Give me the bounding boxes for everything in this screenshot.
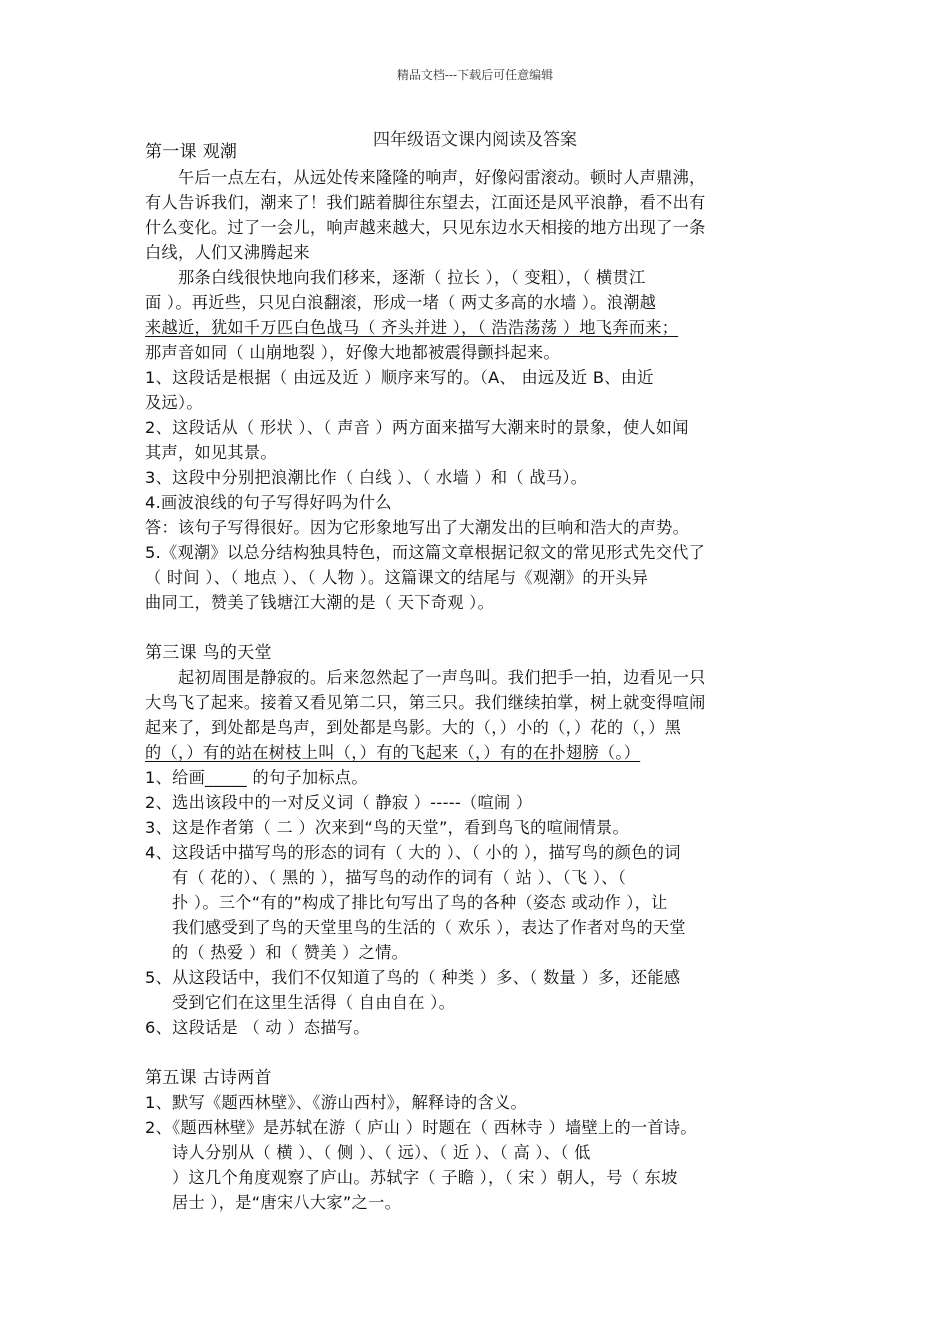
text-line: 的（ 热爱 ）和（ 赞美 ）之情。 [172, 943, 409, 962]
text-line: 5、从这段话中，我们不仅知道了鸟的（ 种类 ）多、（ 数量 ）多，还能感 [145, 968, 681, 987]
text-line: 诗人分别从（ 横 ）、（ 侧 ）、（ 远）、（ 近 ）、（ 高 ）、（ 低 [172, 1143, 591, 1162]
text-line: 2、这段话从（ 形状 ）、（ 声音 ）两方面来描写大潮来时的景象，使人如闻 [145, 418, 689, 437]
text-line: ）这几个角度观察了庐山。苏轼字（ 子瞻 ），（ 宋 ）朝人，号（ 东坡 [172, 1168, 678, 1187]
text-line: 那声音如同（ 山崩地裂 ），好像大地都被震得颤抖起来。 [145, 343, 560, 362]
text-line: 的（，）有的站在树枝上叫（，）有的飞起来（，）有的在扑翅膀（。） [145, 743, 641, 762]
text-line: 4、这段话中描写鸟的形态的词有（ 大的 ）、（ 小的 ），描写鸟的颜色的词 [145, 843, 681, 862]
section-heading: 第一课 观潮 [145, 142, 238, 162]
text-line: 什么变化。过了一会儿，响声越来越大，只见东边水天相接的地方出现了一条 [145, 218, 706, 237]
text-line: 有人告诉我们，潮来了！我们踮着脚往东望去，江面还是风平浪静，看不出有 [145, 193, 706, 212]
text-line: 面 ）。再近些，只见白浪翻滚，形成一堵（ 两丈多高的水墙 ）。浪潮越 [145, 293, 657, 312]
page-header: 精品文档---下载后可任意编辑 [396, 68, 554, 82]
text-line: 扑 ）。三个“有的”构成了排比句写出了鸟的各种（姿态 或动作 ），让 [172, 893, 668, 912]
text-line: 我们感受到了鸟的天堂里鸟的生活的（ 欢乐 ），表达了作者对鸟的天堂 [172, 918, 686, 937]
document-title: 四年级语文课内阅读及答案 [373, 130, 577, 150]
text-line: 那条白线很快地向我们移来，逐渐（ 拉长 ），（ 变粗），（ 横贯江 [178, 268, 646, 287]
text-line: 来越近，犹如千万匹白色战马（ 齐头并进 ），（ 浩浩荡荡 ）地飞奔而来； [145, 318, 679, 337]
text-line: 1、默写《题西林壁》、《游山西村》，解释诗的含义。 [145, 1093, 527, 1112]
text-line: 1、给画_____ 的句子加标点。 [145, 768, 368, 787]
text-line: 3、这段中分别把浪潮比作（ 白线 ）、（ 水墙 ）和（ 战马）。 [145, 468, 588, 487]
text-line: 答：该句子写得很好。因为它形象地写出了大潮发出的巨响和浩大的声势。 [145, 518, 690, 537]
text-line: 及远）。 [145, 393, 203, 412]
text-line: 起来了，到处都是鸟声，到处都是鸟影。大的（，）小的（，）花的（，）黑 [145, 718, 682, 737]
text-line: 5.《观潮》以总分结构独具特色，而这篇文章根据记叙文的常见形式先交代了 [145, 543, 706, 562]
text-line: （ 时间 ）、（ 地点 ）、（ 人物 ）。这篇课文的结尾与《观潮》的开头异 [145, 568, 649, 587]
text-line: 2、选出该段中的一对反义词（ 静寂 ）-----（喧闹 ） [145, 793, 533, 812]
section-heading: 第三课 鸟的天堂 [145, 643, 272, 663]
text-line: 曲同工，赞美了钱塘江大潮的是（ 天下奇观 ）。 [145, 593, 495, 612]
text-line: 午后一点左右，从远处传来隆隆的响声，好像闷雷滚动。顿时人声鼎沸， [178, 168, 706, 187]
text-line: 大鸟飞了起来。接着又看见第二只，第三只。我们继续拍掌，树上就变得喧闹 [145, 693, 706, 712]
text-line: 白线，人们又沸腾起来 [145, 243, 310, 262]
text-line: 2、《题西林壁》是苏轼在游（ 庐山 ）时题在（ 西林寺 ）墙壁上的一首诗。 [145, 1118, 697, 1137]
text-line: 有（ 花的）、（ 黑的 ），描写鸟的动作的词有（ 站 ）、（飞 ）、（ [172, 868, 627, 887]
text-line: 其声，如见其景。 [145, 443, 277, 462]
text-line: 3、这是作者第（ 二 ）次来到“鸟的天堂”，看到鸟飞的喧闹情景。 [145, 818, 630, 837]
section-heading: 第五课 古诗两首 [145, 1068, 272, 1088]
text-line: 1、这段话是根据（ 由远及近 ）顺序来写的。（A、 由远及近 B、由近 [145, 368, 654, 387]
text-line: 居士 ），是“唐宋八大家”之一。 [172, 1193, 402, 1212]
text-line: 受到它们在这里生活得（ 自由自在 ）。 [172, 993, 456, 1012]
text-line: 6、这段话是 （ 动 ）态描写。 [145, 1018, 370, 1037]
text-line: 4.画波浪线的句子写得好吗为什么 [145, 493, 392, 512]
text-line: 起初周围是静寂的。后来忽然起了一声鸟叫。我们把手一拍，边看见一只 [178, 668, 706, 687]
